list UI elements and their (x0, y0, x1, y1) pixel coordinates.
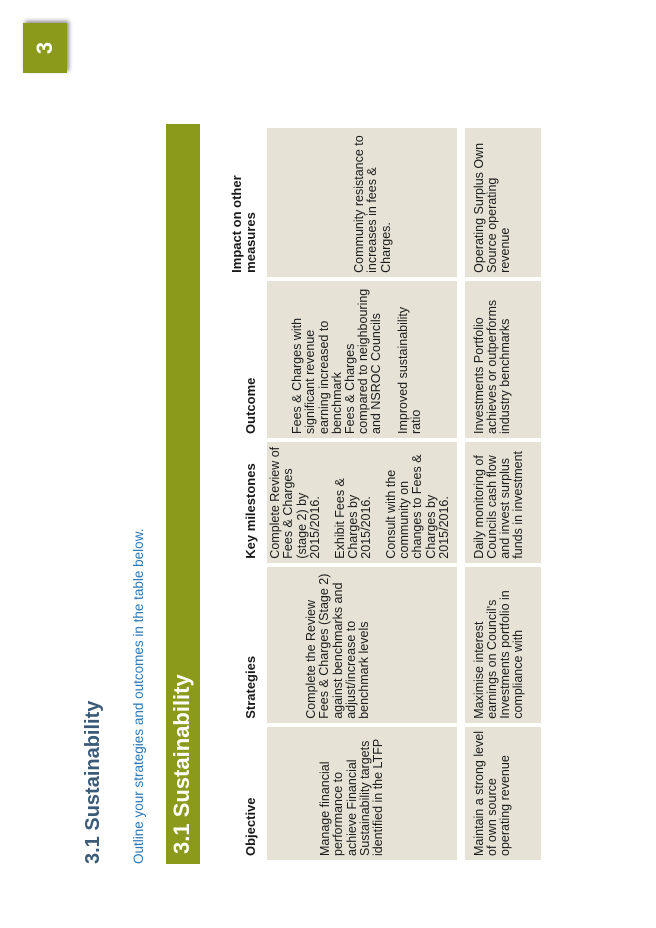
cell-strategies (465, 567, 541, 723)
cell-impact (267, 128, 457, 277)
cell-milestones (465, 442, 541, 563)
milestone-item: Consult with the community on changes to Fees & Charges by 2015/2016. (384, 454, 451, 559)
cell-outcome (267, 281, 457, 438)
instruction-text: Outline your strategies and outcomes in the table below. (131, 528, 146, 864)
table-row (267, 128, 457, 860)
milestone-item: Complete Review of Fees & Charges (stage 2) by 2015/2016. (268, 446, 322, 559)
milestone-item: Exhibit Fees & Charges by 2015/2016. (332, 478, 374, 559)
outcome-item: Improved sustainability ratio (396, 306, 424, 434)
milestone-item: Daily monitoring of Councils cash flow and invest surplus funds in investment (471, 451, 526, 559)
section-title-band: 3.1 Sustainability (166, 124, 200, 864)
objective-text: Manage financial performance to achieve Financial Sustainability targets identified in the LTFP (318, 738, 385, 856)
outcome-item: Fees & Charges compared to neighbouring and NSROC Councils (342, 288, 384, 434)
sustainability-table (230, 124, 541, 864)
cell-objective (267, 727, 457, 860)
outcome-item: Fees & Charges with significant revenue earning increased to benchmark (290, 317, 344, 434)
cell-impact (465, 128, 541, 277)
page-number-badge: 3 (23, 23, 67, 73)
header-key-milestones: Key milestones (242, 463, 258, 559)
cell-objective (465, 727, 541, 860)
impact-text: Community resistance to increases in fees & Charges. (352, 135, 393, 273)
cell-strategies (267, 567, 457, 723)
table-header-row (230, 128, 267, 860)
cell-milestones (267, 442, 457, 563)
cell-outcome (465, 281, 541, 438)
impact-text: Operating Surplus Own Source operating revenue (471, 142, 513, 273)
header-objective: Objective (242, 797, 258, 856)
row-gap (457, 128, 465, 860)
header-outcome: Outcome (242, 377, 258, 434)
strategy-text: Maximise interest earnings on Council's Investments portfolio in compliance with (471, 590, 526, 719)
outcome-item: Investments Portfolio achieves or outperforms industry benchmarks (471, 299, 513, 434)
page-heading: 3.1 Sustainability (82, 700, 104, 864)
header-impact: Impact on other measures (229, 175, 258, 273)
table-row (465, 128, 541, 860)
header-strategies: Strategies (242, 655, 258, 719)
strategy-text: Complete the Review Fees & Charges (Stage 2) against benchmarks and adjust/increase to benchmark levels (304, 573, 371, 719)
objective-text: Maintain a strong level of own source operating revenue (471, 730, 513, 856)
